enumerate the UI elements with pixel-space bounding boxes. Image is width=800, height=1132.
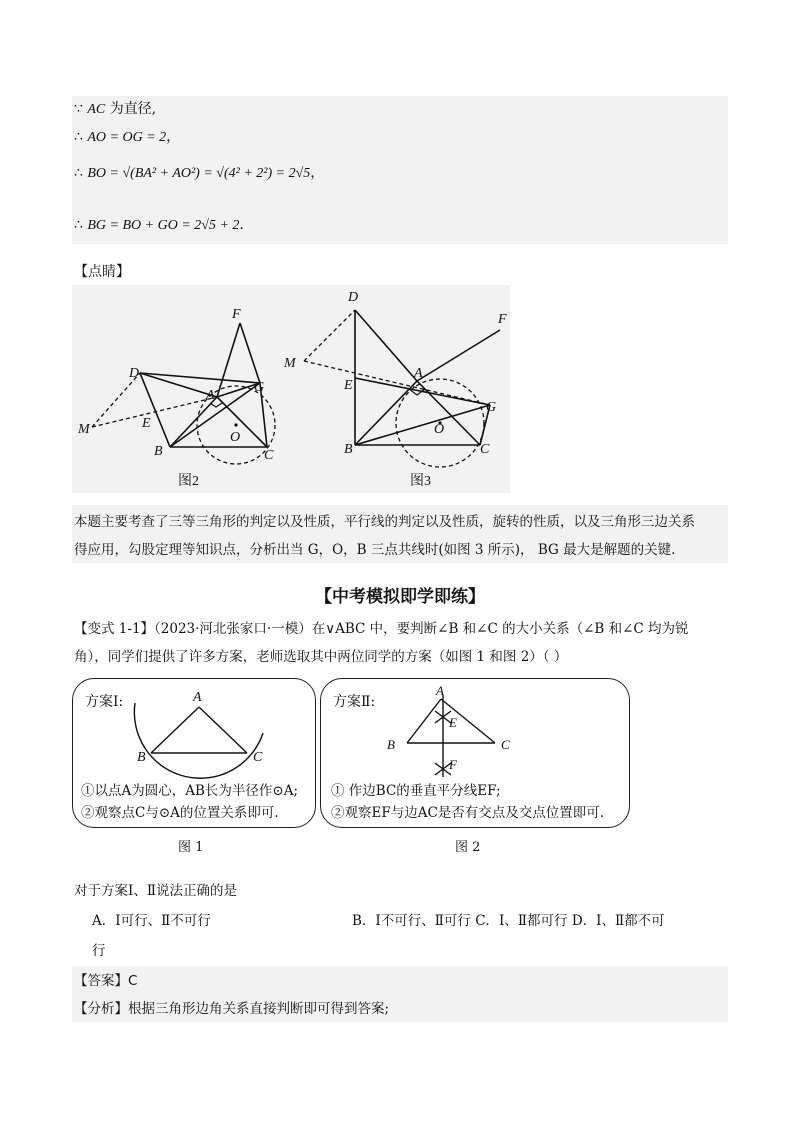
plan-1-step-2: ②观察点C与⊙A的位置关系即可. <box>81 805 279 821</box>
plan-1-label-a: A <box>193 690 202 705</box>
math-bg: BG = BO + GO = 2√5 + 2 <box>87 218 240 233</box>
fig3-label-o: O <box>434 422 445 437</box>
summary-line-2: 得应用，勾股定理等知识点，分析出当 G，O，B 三点共线时(如图 3 所示)， BG 最大是解题的关键. <box>74 542 676 558</box>
fig3-label-b: B <box>344 442 353 457</box>
question-prompt: 对于方案Ⅰ、Ⅱ说法正确的是 <box>74 883 238 899</box>
plan-2-step-1: ① 作边BC的垂直平分线EF; <box>331 783 501 799</box>
fig2-label-m: M <box>78 422 90 437</box>
plan-2-label-b: B <box>387 737 395 752</box>
because-symbol: ∵ <box>74 101 83 117</box>
fig2-label-o: O <box>230 430 241 445</box>
figure-2-3-svg <box>72 285 510 493</box>
plan-2-label-f: F <box>449 757 457 772</box>
fig2-label-c: C <box>264 448 274 463</box>
therefore-symbol: ∴ <box>74 217 83 233</box>
plan-1-label-b: B <box>137 750 146 765</box>
math-bo: BO = √(BA² + AO²) = √(4² + 2²) = 2√5 <box>87 166 311 181</box>
therefore-symbol: ∴ <box>74 165 83 181</box>
plan-2-label-a: A <box>436 683 444 698</box>
analysis-text: 根据三角形边角关系直接判断即可得到答案; <box>128 1001 390 1017</box>
section-title: 【中考模拟即学即练】 <box>315 587 485 607</box>
fig3-caption: 图3 <box>410 474 431 489</box>
therefore-symbol: ∴ <box>74 129 83 145</box>
option-wrap: 行 <box>92 943 106 959</box>
plan-2-step-2: ②观察EF与边AC是否有交点及交点位置即可. <box>331 805 605 821</box>
fig2-label-f: F <box>232 307 241 322</box>
fig2-label-d: D <box>129 366 140 381</box>
option-a: A．Ⅰ可行、Ⅱ不可行 <box>92 913 211 929</box>
question-line-2: 角），同学们提供了许多方案，老师选取其中两位同学的方案（如图 1 和图 2）（ ） <box>74 649 568 665</box>
figure-1-caption: 图 1 <box>178 840 204 855</box>
answer-line <box>74 972 137 990</box>
fig3-label-g: G <box>486 400 497 415</box>
fig3-label-m: M <box>284 356 296 371</box>
fig2-label-a: A <box>206 388 215 403</box>
solution-line-4: ∴ BG = BO + GO = 2√5 + 2. <box>74 217 244 233</box>
plan-2-label-c: C <box>501 737 510 752</box>
figure-2-caption: 图 2 <box>455 840 481 855</box>
fig3-label-e: E <box>344 378 353 393</box>
text-diameter: 为直径, <box>109 101 157 117</box>
options-b-c-d: B．Ⅰ不可行、Ⅱ可行 C．Ⅰ、Ⅱ都可行 D．Ⅰ、Ⅱ都不可 <box>352 913 665 929</box>
fig2-label-e: E <box>142 416 151 431</box>
dianjing-label: 【点睛】 <box>74 264 130 280</box>
fig3-label-f: F <box>498 312 507 327</box>
fig3-label-a: A <box>414 366 423 381</box>
plan-2-figure <box>321 683 629 783</box>
plan-1-label-c: C <box>253 750 263 765</box>
analysis-label: 【分析】 <box>74 1001 128 1017</box>
plan-2-label-e: E <box>449 715 457 730</box>
plan-2-title: 方案Ⅱ: <box>333 694 376 710</box>
plan-2-box <box>320 678 630 828</box>
question-line-1: 【变式 1-1】（2023·河北张家口·一模）在∨ABC 中，要判断∠B 和∠C 的大小关系（∠B 和∠C 均为锐 <box>74 621 689 637</box>
fig2-label-b: B <box>154 444 163 459</box>
math-ao-og: AO = OG = 2 <box>87 130 167 145</box>
analysis-line <box>74 1000 389 1018</box>
math-ac: AC <box>87 102 106 117</box>
plan-1-figure <box>73 687 315 783</box>
plan-1-title: 方案Ⅰ: <box>85 694 124 710</box>
plan-1-box <box>72 678 316 828</box>
fig2-label-g: G <box>254 380 265 395</box>
summary-line-1: 本题主要考查了三等三角形的判定以及性质，平行线的判定以及性质，旋转的性质，以及三角形三边关系 <box>74 514 695 530</box>
figure-2-3 <box>72 285 510 493</box>
plan-1-step-1: ①以点A为圆心，AB长为半径作⊙A; <box>81 783 299 799</box>
solution-line-3: ∴ BO = √(BA² + AO²) = √(4² + 2²) = 2√5， <box>74 165 325 181</box>
fig3-label-c: C <box>480 442 490 457</box>
fig3-label-d: D <box>348 290 359 305</box>
solution-line-2: ∴ AO = OG = 2， <box>74 129 181 145</box>
answer-value: C <box>128 973 138 989</box>
answer-label: 【答案】 <box>74 973 128 989</box>
solution-line-1 <box>74 100 156 119</box>
fig2-caption: 图2 <box>178 474 199 489</box>
